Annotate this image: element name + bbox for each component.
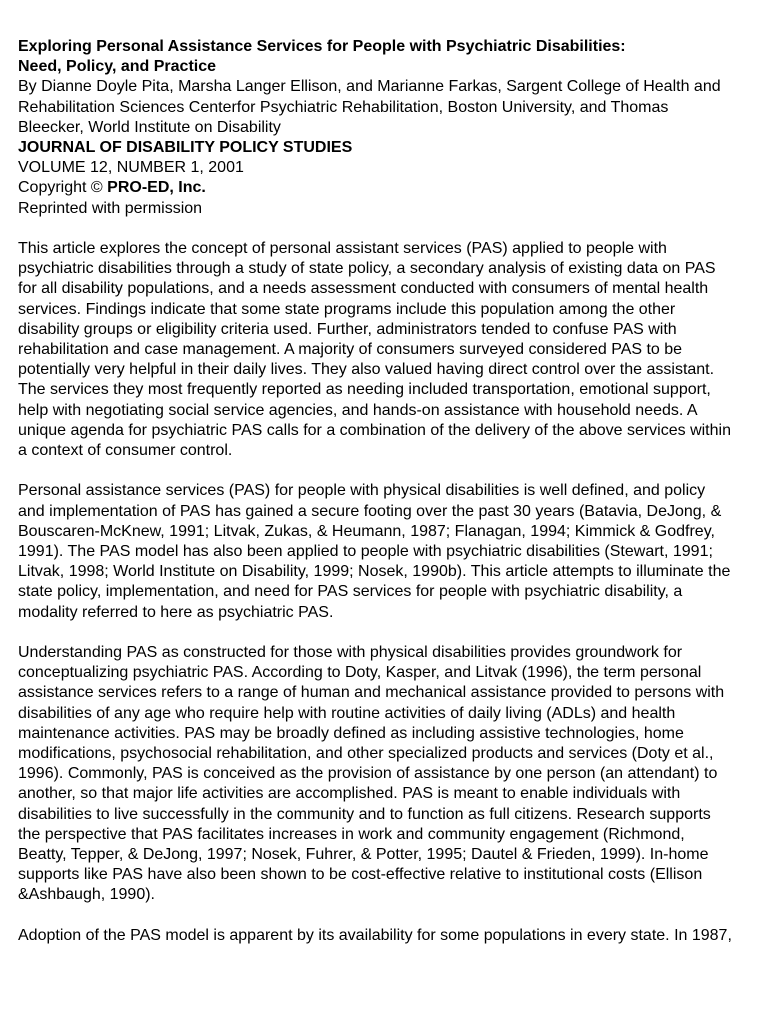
paragraph-line: Beatty, Tepper, & DeJong, 1997; Nosek, Fuhrer, & Potter, 1995; Dautel & Frieden, 1999). In-home: [18, 846, 709, 864]
paragraph-line: for all disability populations, and a needs assessment conducted with consumers of mental health: [18, 280, 709, 298]
paragraph-line: &Ashbaugh, 1990).: [18, 886, 155, 904]
authors-line-1: By Dianne Doyle Pita, Marsha Langer Ellison, and Marianne Farkas, Sargent College of Health and: [18, 78, 721, 96]
paragraph-line: 1991). The PAS model has also been applied to people with psychiatric disabilities (Stewart, 1991;: [18, 543, 713, 561]
paragraph-line: another, so that major life activities are accomplished. PAS is meant to enable individuals with: [18, 785, 681, 803]
reprint-note: Reprinted with permission: [18, 199, 203, 217]
paragraph-line: Adoption of the PAS model is apparent by its availability for some populations in every state. In 1987,: [18, 926, 732, 944]
paragraph-line: modality referred to here as psychiatric PAS.: [18, 603, 334, 621]
paragraph-line: the perspective that PAS facilitates increases in work and community engagement (Richmond,: [18, 825, 685, 843]
publisher-name: PRO-ED, Inc.: [107, 179, 206, 197]
paragraph-line: disability groups or eligibility criteria used. Further, administrators tended to confuse PAS with: [18, 320, 677, 338]
paragraph-line: rehabilitation and case management. A majority of consumers surveyed considered PAS to be: [18, 341, 683, 359]
article-header: [18, 37, 750, 219]
paragraph-line: and implementation of PAS has gained a secure footing over the past 30 years (Batavia, DeJong, &: [18, 502, 722, 520]
body-paragraph-3: [18, 926, 750, 946]
paragraph-line: Litvak, 1998; World Institute on Disability, 1999; Nosek, 1990b). This article attempts to illuminate the: [18, 563, 731, 581]
paragraph-line: conceptualizing psychiatric PAS. According to Doty, Kasper, and Litvak (1996), the term personal: [18, 664, 702, 682]
paragraph-line: assistance services refers to a range of human and mechanical assistance provided to persons with: [18, 684, 725, 702]
abstract-paragraph: [18, 239, 750, 461]
paragraph-line: disabilities to live successfully in the community and to function as full citizens. Research supports: [18, 805, 711, 823]
paragraph-line: 1996). Commonly, PAS is conceived as the provision of assistance by one person (an attendant) to: [18, 765, 718, 783]
article-title-line-2: Need, Policy, and Practice: [18, 58, 217, 76]
copyright-prefix: Copyright ©: [18, 179, 108, 197]
paragraph-line: Bouscaren-McKnew, 1991; Litvak, Zukas, & Heumann, 1987; Flanagan, 1994; Kimmick & Godfrey,: [18, 522, 715, 540]
paragraph-line: maintenance activities. PAS may be broadly defined as including assistive technologies, home: [18, 724, 684, 742]
paragraph-line: The services they most frequently reported as needing included transportation, emotional support,: [18, 381, 711, 399]
paragraph-line: supports like PAS have also been shown to be cost-effective relative to institutional costs (Ellison: [18, 866, 703, 884]
paragraph-line: modifications, psychosocial rehabilitation, and other specialized products and services (Doty et al.,: [18, 745, 714, 763]
body-paragraph-2: [18, 643, 750, 906]
paragraph-line: services. Findings indicate that some state programs include this population among the other: [18, 300, 676, 318]
paragraph-line: a context of consumer control.: [18, 442, 233, 460]
body-paragraph-1: [18, 481, 750, 622]
document-page: [18, 37, 750, 946]
paragraph-line: Personal assistance services (PAS) for people with physical disabilities is well defined, and policy: [18, 482, 706, 500]
paragraph-line: potentially very helpful in their daily lives. They also valued having direct control over the assistant.: [18, 361, 715, 379]
authors-line-3: Bleecker, World Institute on Disability: [18, 118, 281, 136]
paragraph-line: Understanding PAS as constructed for those with physical disabilities provides groundwork for: [18, 644, 683, 662]
paragraph-line: unique agenda for psychiatric PAS calls for a combination of the delivery of the above services within: [18, 421, 731, 439]
paragraph-line: This article explores the concept of personal assistant services (PAS) applied to people with: [18, 240, 667, 258]
paragraph-line: state policy, implementation, and need for PAS services for people with psychiatric disability, a: [18, 583, 683, 601]
copyright-line: [18, 178, 750, 198]
authors-line-2: Rehabilitation Sciences Centerfor Psychiatric Rehabilitation, Boston University, and Thomas: [18, 98, 669, 116]
paragraph-line: psychiatric disabilities through a study of state policy, a secondary analysis of existing data on PAS: [18, 260, 716, 278]
article-title-line-1: Exploring Personal Assistance Services for People with Psychiatric Disabilities:: [18, 38, 626, 55]
journal-name: JOURNAL OF DISABILITY POLICY STUDIES: [18, 139, 353, 157]
paragraph-line: help with negotiating social service agencies, and hands-on assistance with household needs. A: [18, 401, 698, 419]
paragraph-line: disabilities of any age who require help with routine activities of daily living (ADLs) and health: [18, 704, 676, 722]
journal-volume: VOLUME 12, NUMBER 1, 2001: [18, 159, 244, 177]
